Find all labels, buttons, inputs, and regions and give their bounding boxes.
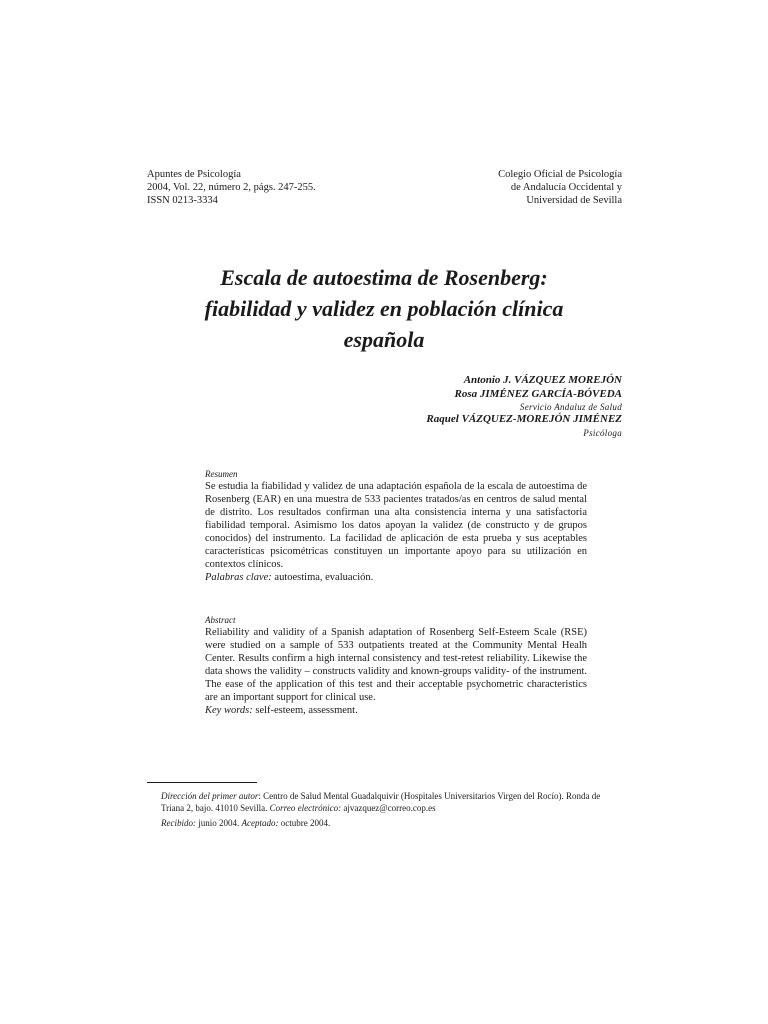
author-name: Antonio J. VÁZQUEZ MOREJÓN: [463, 374, 622, 386]
author-affiliation: Psicóloga: [583, 427, 622, 438]
paper-title: [140, 262, 628, 355]
abstract-keywords: [205, 704, 587, 717]
footnote: [147, 790, 623, 829]
email-address[interactable]: ajvazquez@correo.cop.es: [341, 803, 436, 813]
publisher-line: de Andalucía Occidental y: [510, 182, 622, 193]
keywords-value: autoestima, evaluación.: [271, 572, 374, 583]
accepted-date: octubre 2004.: [278, 818, 331, 828]
journal-info: [147, 168, 316, 207]
keywords-label: Palabras clave:: [205, 572, 272, 583]
address-label: Dirección del primer autor: [161, 791, 259, 801]
author-list: [426, 374, 622, 439]
publisher-line: Colegio Oficial de Psicología: [498, 169, 622, 180]
keywords-value: self-esteem, assessment.: [252, 705, 358, 716]
journal-name: Apuntes de Psicología: [147, 169, 241, 180]
resumen-section: [205, 468, 587, 584]
title-line: Escala de autoestima de Rosenberg:: [220, 265, 548, 290]
journal-volume: 2004, Vol. 22, número 2, págs. 247-255.: [147, 182, 316, 193]
received-date: junio 2004.: [196, 818, 242, 828]
abstract-section: [205, 614, 587, 717]
author-name: Raquel VÁZQUEZ-MOREJÓN JIMÉNEZ: [426, 413, 622, 425]
keywords-label: Key words:: [205, 705, 253, 716]
author-name: Rosa JIMÉNEZ GARCÍA-BÓVEDA: [454, 387, 622, 400]
author-address: [147, 790, 623, 814]
received-dates: [147, 817, 623, 829]
received-label: Recibido:: [161, 818, 196, 828]
address-text: : Centro de Salud Mental Guadalquivir (Hospitales Universitarios Virgen del Rocío). Ronda de Triana 2, bajo. 41010 Sevilla.: [161, 791, 601, 813]
resumen-text: Se estudia la fiabilidad y validez de una adaptación española de la escala de autoestima de Rosenberg (EAR) en una muestra de 533 pacientes tratados/as en centros de salud mental de distrito. Los resultados confirman una alta consistencia interna y una satisfactoria fiabilidad temporal. Asimismo los datos apoyan la validez (de constructo y de grupos conocidos) del instrumento. La facilidad de aplicación de esta prueba y sus aceptables características psicométricas constituyen un importante apoyo para su utilización en contextos clínicos.: [205, 481, 587, 570]
author-affiliation: Servicio Andaluz de Salud: [519, 402, 622, 412]
accepted-label: Aceptado:: [241, 818, 279, 828]
title-line: fiabilidad y validez en población clínica: [204, 296, 564, 321]
resumen-keywords: [205, 571, 587, 584]
footnote-divider: [147, 782, 257, 783]
publisher-line: Universidad de Sevilla: [526, 195, 622, 206]
resumen-heading: Resumen: [205, 469, 238, 479]
abstract-heading: Abstract: [205, 615, 236, 625]
journal-issn: ISSN 0213-3334: [147, 195, 218, 206]
email-label: Correo electrónico:: [269, 803, 342, 813]
publisher-info: [498, 168, 622, 207]
title-line: española: [343, 327, 425, 352]
abstract-text: Reliability and validity of a Spanish adaptation of Rosenberg Self-Esteem Scale (RSE) were studied on a sample of 533 outpatients treated at the Community Mental Healh Center. Results confirm a high internal consistency and test-retest reliability. Likewise the data shows the validity – constructs validity and known-groups validity- of the instrument. The ease of the application of this test and their acceptable psychometric characteristics are an important support for clinical use.: [205, 627, 587, 703]
